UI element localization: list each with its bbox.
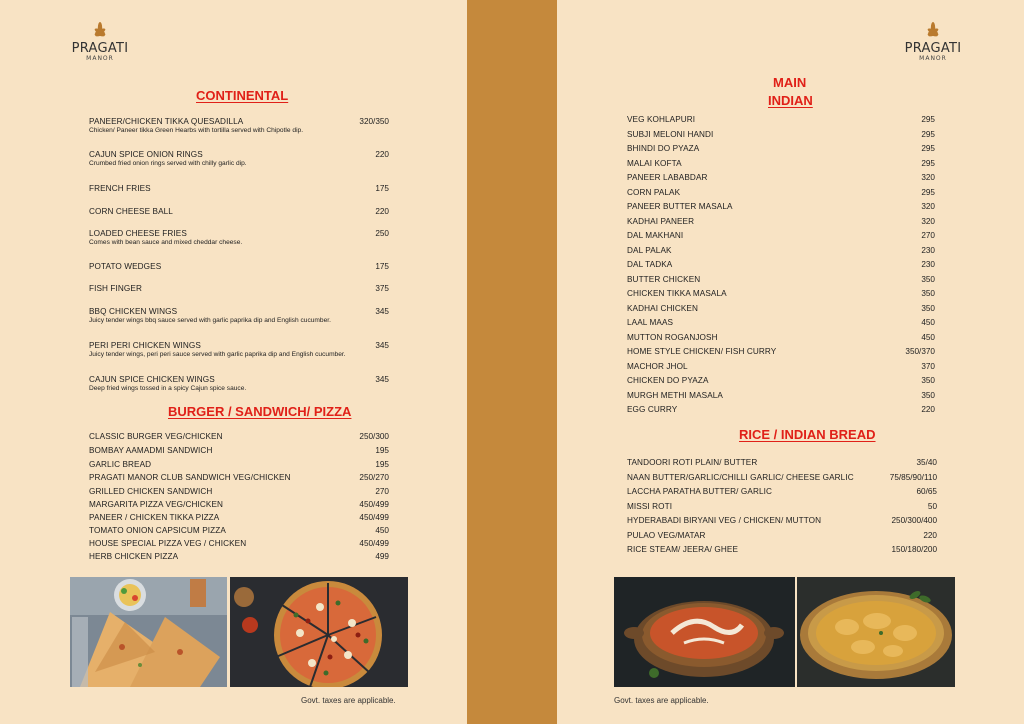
menu-item-description: Crumbed fried onion rings served with chilly garlic dip. — [89, 160, 247, 167]
menu-item-price: 220 — [375, 207, 389, 216]
menu-item-price: 350 — [921, 289, 935, 298]
menu-page-left — [0, 0, 467, 724]
menu-item-price: 350 — [921, 391, 935, 400]
menu-item-name: PERI PERI CHICKEN WINGS — [89, 341, 201, 350]
menu-item-name: BOMBAY AAMADMI SANDWICH — [89, 446, 213, 455]
menu-item-price: 60/65 — [916, 487, 937, 496]
menu-item-price: 295 — [921, 188, 935, 197]
menu-item-name: POTATO WEDGES — [89, 262, 162, 271]
menu-item-name: DAL PALAK — [627, 246, 672, 255]
menu-item-name: PANEER / CHICKEN TIKKA PIZZA — [89, 513, 220, 522]
tax-note: Govt. taxes are applicable. — [614, 696, 709, 705]
curry-photo — [797, 577, 955, 687]
menu-item-name: HOUSE SPECIAL PIZZA VEG / CHICKEN — [89, 539, 247, 548]
menu-item-price: 450/499 — [359, 539, 389, 548]
menu-item-name: RICE STEAM/ JEERA/ GHEE — [627, 545, 739, 554]
menu-item-name: EGG CURRY — [627, 405, 678, 414]
menu-item-name: PANEER BUTTER MASALA — [627, 202, 733, 211]
menu-item-price: 370 — [921, 362, 935, 371]
quesadilla-photo — [70, 577, 227, 687]
menu-item-name: GARLIC BREAD — [89, 460, 152, 469]
brand-name: PRAGATI — [904, 41, 962, 56]
menu-item-name: PANEER/CHICKEN TIKKA QUESADILLA — [89, 117, 244, 126]
menu-item-price: 345 — [375, 341, 389, 350]
menu-item-price: 295 — [921, 115, 935, 124]
menu-item-name: LOADED CHEESE FRIES — [89, 229, 187, 238]
menu-item-price: 250/300 — [359, 432, 389, 441]
menu-item-name: CAJUN SPICE CHICKEN WINGS — [89, 375, 215, 384]
menu-item-name: VEG KOHLAPURI — [627, 115, 696, 124]
tax-note: Govt. taxes are applicable. — [301, 696, 396, 705]
menu-item-name: LACCHA PARATHA BUTTER/ GARLIC — [627, 487, 772, 496]
menu-item-name: HYDERABADI BIRYANI VEG / CHICKEN/ MUTTON — [627, 516, 822, 525]
menu-item-name: MACHOR JHOL — [627, 362, 688, 371]
menu-item-name: CHICKEN DO PYAZA — [627, 376, 709, 385]
menu-item-price: 150/180/200 — [891, 545, 937, 554]
section-title-burger: BURGER / SANDWICH/ PIZZA — [168, 404, 352, 419]
main-indian-list — [627, 115, 935, 415]
menu-item-name: DAL MAKHANI — [627, 231, 684, 240]
menu-item-price: 195 — [375, 446, 389, 455]
menu-item-name: FISH FINGER — [89, 284, 142, 293]
menu-item-name: MISSI ROTI — [627, 502, 673, 511]
section-title-main: MAIN — [773, 75, 807, 90]
menu-item-price: 350 — [921, 275, 935, 284]
menu-item-name: BHINDI DO PYAZA — [627, 144, 700, 153]
menu-item-name: KADHAI CHICKEN — [627, 304, 699, 313]
menu-item-price: 195 — [375, 460, 389, 469]
menu-item-description: Comes with bean sauce and mixed cheddar cheese. — [89, 239, 243, 246]
section-title-indian: INDIAN — [768, 93, 813, 108]
menu-item-price: 345 — [375, 307, 389, 316]
menu-item-price: 220 — [921, 405, 935, 414]
menu-item-price: 350/370 — [905, 347, 935, 356]
menu-item-name: GRILLED CHICKEN SANDWICH — [89, 487, 213, 496]
menu-item-name: MARGARITA PIZZA VEG/CHICKEN — [89, 500, 224, 509]
menu-item-price: 295 — [921, 144, 935, 153]
menu-item-price: 350 — [921, 376, 935, 385]
menu-item-name: CLASSIC BURGER VEG/CHICKEN — [89, 432, 223, 441]
menu-item-name: LAAL MAAS — [627, 318, 674, 327]
menu-item-name: BUTTER CHICKEN — [627, 275, 701, 284]
section-title-rice: RICE / INDIAN BREAD — [739, 427, 876, 442]
menu-item-price: 375 — [375, 284, 389, 293]
menu-item-name: MALAI KOFTA — [627, 159, 682, 168]
menu-item-price: 175 — [375, 184, 389, 193]
section-title-continental: CONTINENTAL — [196, 88, 289, 103]
menu-item-name: DAL TADKA — [627, 260, 673, 269]
butter-chicken-photo — [614, 577, 795, 687]
menu-item-price: 35/40 — [916, 458, 937, 467]
brand-logo — [893, 22, 973, 68]
menu-item-name: KADHAI PANEER — [627, 217, 695, 226]
menu-item-price: 320 — [921, 202, 935, 211]
burger-list — [89, 432, 389, 567]
menu-item-price: 75/85/90/110 — [889, 473, 937, 482]
menu-item-price: 295 — [921, 130, 935, 139]
menu-item-name: HOME STYLE CHICKEN/ FISH CURRY — [627, 347, 777, 356]
pizza-photo — [230, 577, 408, 687]
menu-item-description: Juicy tender wings bbq sauce served with garlic paprika dip and English cucumber. — [89, 317, 331, 324]
menu-item-description: Chicken/ Paneer tikka Green Hearbs with tortilla served with Chipotle dip. — [89, 127, 304, 134]
menu-item-name: HERB CHICKEN PIZZA — [89, 552, 179, 561]
menu-item-name: MUTTON ROGANJOSH — [627, 333, 718, 342]
menu-item-price: 499 — [375, 552, 389, 561]
lotus-icon — [922, 22, 944, 42]
menu-item-name: NAAN BUTTER/GARLIC/CHILLI GARLIC/ CHEESE GARLIC — [627, 473, 854, 482]
menu-item-name: CHICKEN TIKKA MASALA — [627, 289, 727, 298]
menu-item-price: 220 — [375, 150, 389, 159]
menu-item-price: 450/499 — [359, 500, 389, 509]
menu-item-price: 250/300/400 — [891, 516, 937, 525]
menu-item-price: 450/499 — [359, 513, 389, 522]
menu-item-price: 270 — [921, 231, 935, 240]
menu-item-price: 220 — [923, 531, 937, 540]
menu-item-price: 230 — [921, 246, 935, 255]
menu-item-price: 320 — [921, 173, 935, 182]
menu-item-price: 230 — [921, 260, 935, 269]
menu-item-price: 250/270 — [359, 473, 389, 482]
menu-item-name: FRENCH FRIES — [89, 184, 151, 193]
lotus-icon — [89, 22, 111, 42]
menu-item-name: CAJUN SPICE ONION RINGS — [89, 150, 203, 159]
menu-page-right — [557, 0, 1024, 724]
menu-item-price: 50 — [927, 502, 937, 511]
brand-sub: MANOR — [919, 55, 947, 62]
menu-item-name: CORN PALAK — [627, 188, 681, 197]
menu-item-price: 250 — [375, 229, 389, 238]
brand-name: PRAGATI — [71, 41, 129, 56]
menu-item-price: 320 — [921, 217, 935, 226]
menu-item-name: PRAGATI MANOR CLUB SANDWICH VEG/CHICKEN — [89, 473, 291, 482]
menu-item-price: 350 — [921, 304, 935, 313]
menu-item-price: 345 — [375, 375, 389, 384]
menu-item-description: Deep fried wings tossed in a spicy Cajun spice sauce. — [89, 385, 247, 392]
menu-item-name: PULAO VEG/MATAR — [627, 531, 706, 540]
menu-item-name: TOMATO ONION CAPSICUM PIZZA — [89, 526, 226, 535]
menu-item-price: 450 — [921, 318, 935, 327]
menu-item-name: CORN CHEESE BALL — [89, 207, 173, 216]
menu-item-price: 295 — [921, 159, 935, 168]
menu-item-price: 270 — [375, 487, 389, 496]
continental-list — [89, 117, 389, 397]
menu-item-price: 450 — [921, 333, 935, 342]
menu-item-price: 320/350 — [359, 117, 389, 126]
brand-sub: MANOR — [86, 55, 114, 62]
menu-item-name: PANEER LABABDAR — [627, 173, 708, 182]
menu-item-description: Juicy tender wings, peri peri sauce served with garlic paprika dip and English cucumber. — [89, 351, 346, 358]
rice-bread-list — [627, 458, 937, 558]
menu-item-name: TANDOORI ROTI PLAIN/ BUTTER — [627, 458, 758, 467]
brand-logo — [60, 22, 140, 68]
menu-item-name: BBQ CHICKEN WINGS — [89, 307, 178, 316]
menu-item-price: 175 — [375, 262, 389, 271]
menu-item-name: MURGH METHI MASALA — [627, 391, 723, 400]
menu-item-price: 450 — [375, 526, 389, 535]
menu-item-name: SUBJI MELONI HANDI — [627, 130, 714, 139]
